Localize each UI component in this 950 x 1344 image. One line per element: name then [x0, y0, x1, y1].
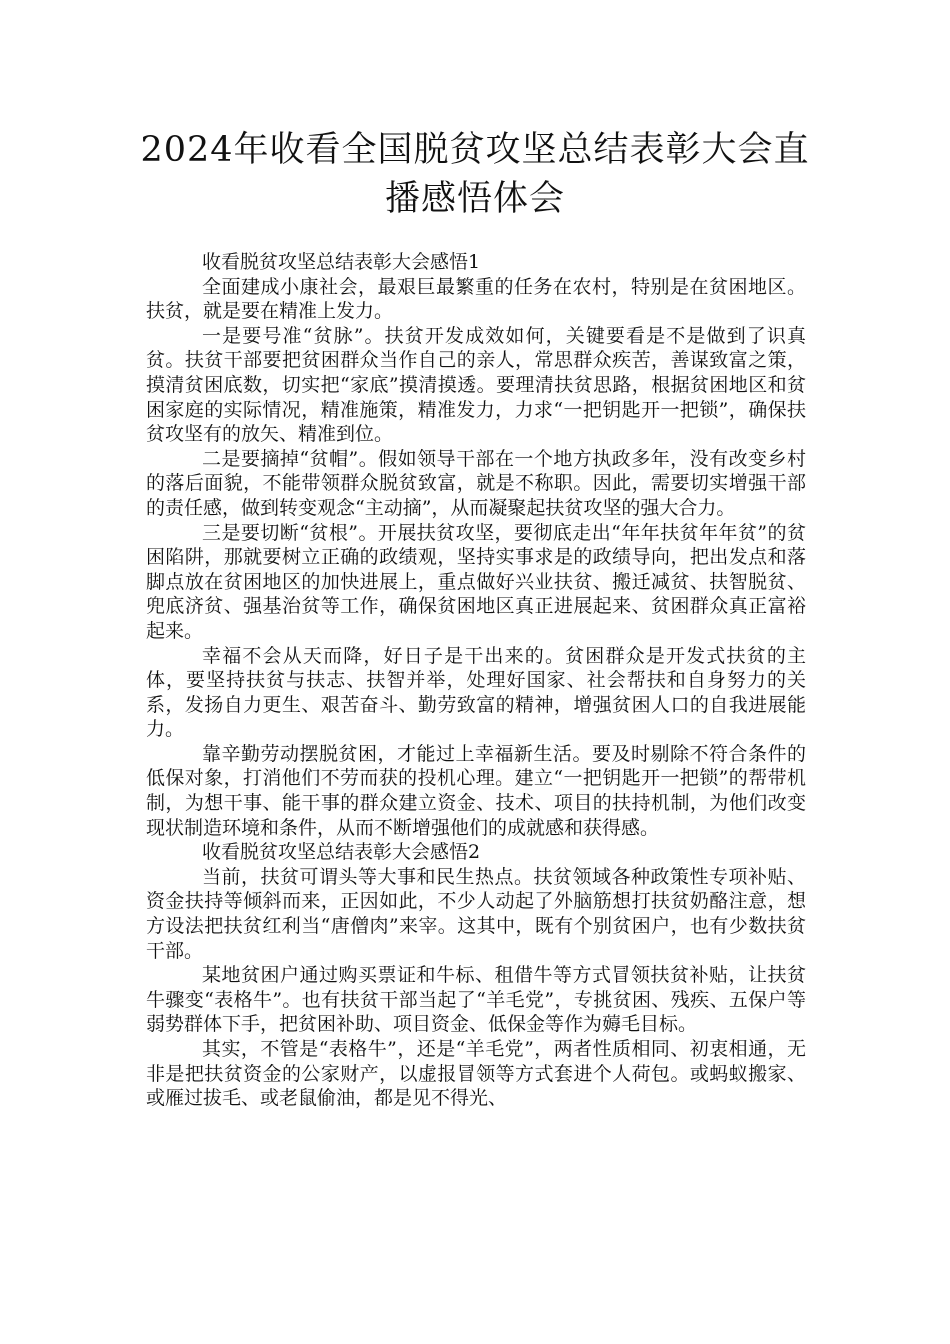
paragraph: 当前，扶贫可谓头等大事和民生热点。扶贫领域各种政策性专项补贴、资金扶持等倾斜而来，正因如此，不少人动起了外脑筋想打扶贫奶酪注意，想方设法把扶贫红利当“唐僧肉”来宰。这其中，既有个别贫困户，也有少数扶贫干部。	[146, 865, 806, 962]
paragraph: 靠辛勤劳动摆脱贫困，才能过上幸福新生活。要及时剔除不符合条件的低保对象，打消他们不劳而获的投机心理。建立“一把钥匙开一把锁”的帮带机制，为想干事、能干事的群众建立资金、技术、项目的扶持机制，为他们改变现状制造环境和条件，从而不断增强他们的成就感和获得感。	[146, 742, 806, 839]
paragraph: 二是要摘掉“贫帽”。假如领导干部在一个地方执政多年，没有改变乡村的落后面貌，不能带领群众脱贫致富，就是不称职。因此，需要切实增强干部的责任感，做到转变观念“主动摘”，从而凝聚起扶贫攻坚的强大合力。	[146, 447, 806, 519]
document-body	[146, 250, 806, 1111]
paragraph: 一是要号准“贫脉”。扶贫开发成效如何，关键要看是不是做到了识真贫。扶贫干部要把贫困群众当作自己的亲人，常思群众疾苦，善谋致富之策，摸清贫困底数，切实把“家底”摸清摸透。要理清扶贫思路，根据贫困地区和贫困家庭的实际情况，精准施策，精准发力，力求“一把钥匙开一把锁”，确保扶贫攻坚有的放矢、精准到位。	[146, 324, 806, 446]
document-title	[120, 126, 830, 224]
paragraph: 幸福不会从天而降，好日子是干出来的。贫困群众是开发式扶贫的主体，要坚持扶贫与扶志、扶智并举，处理好国家、社会帮扶和自身努力的关系，发扬自力更生、艰苦奋斗、勤劳致富的精神，增强贫困人口的自我进展能力。	[146, 644, 806, 741]
title-line-1: 2024年收看全国脱贫攻坚总结表彰大会直	[140, 130, 810, 170]
section-heading-2: 收看脱贫攻坚总结表彰大会感悟2	[202, 841, 481, 864]
paragraph: 其实，不管是“表格牛”，还是“羊毛党”，两者性质相同、初衷相通，无非是把扶贫资金的公家财产，以虚报冒领等方式套进个人荷包。或蚂蚁搬家、或雁过拔毛、或老鼠偷油，都是见不得光、	[146, 1038, 806, 1110]
paragraph: 全面建成小康社会，最艰巨最繁重的任务在农村，特别是在贫困地区。扶贫，就是要在精准上发力。	[146, 275, 806, 323]
paragraph: 三是要切断“贫根”。开展扶贫攻坚，要彻底走出“年年扶贫年年贫”的贫困陷阱，那就要树立正确的政绩观，坚持实事求是的政绩导向，把出发点和落脚点放在贫困地区的加快进展上，重点做好兴业扶贫、搬迁减贫、扶智脱贫、兜底济贫、强基治贫等工作，确保贫困地区真正进展起来、贫困群众真正富裕起来。	[146, 521, 806, 642]
paragraph: 某地贫困户通过购买票证和牛标、租借牛等方式冒领扶贫补贴，让扶贫牛骤变“表格牛”。也有扶贫干部当起了“羊毛党”，专挑贫困、残疾、五保户等弱势群体下手，把贫困补助、项目资金、低保金等作为薅毛目标。	[146, 964, 806, 1036]
section-heading-1: 收看脱贫攻坚总结表彰大会感悟1	[202, 251, 481, 273]
title-line-2: 播感悟体会	[384, 179, 565, 219]
